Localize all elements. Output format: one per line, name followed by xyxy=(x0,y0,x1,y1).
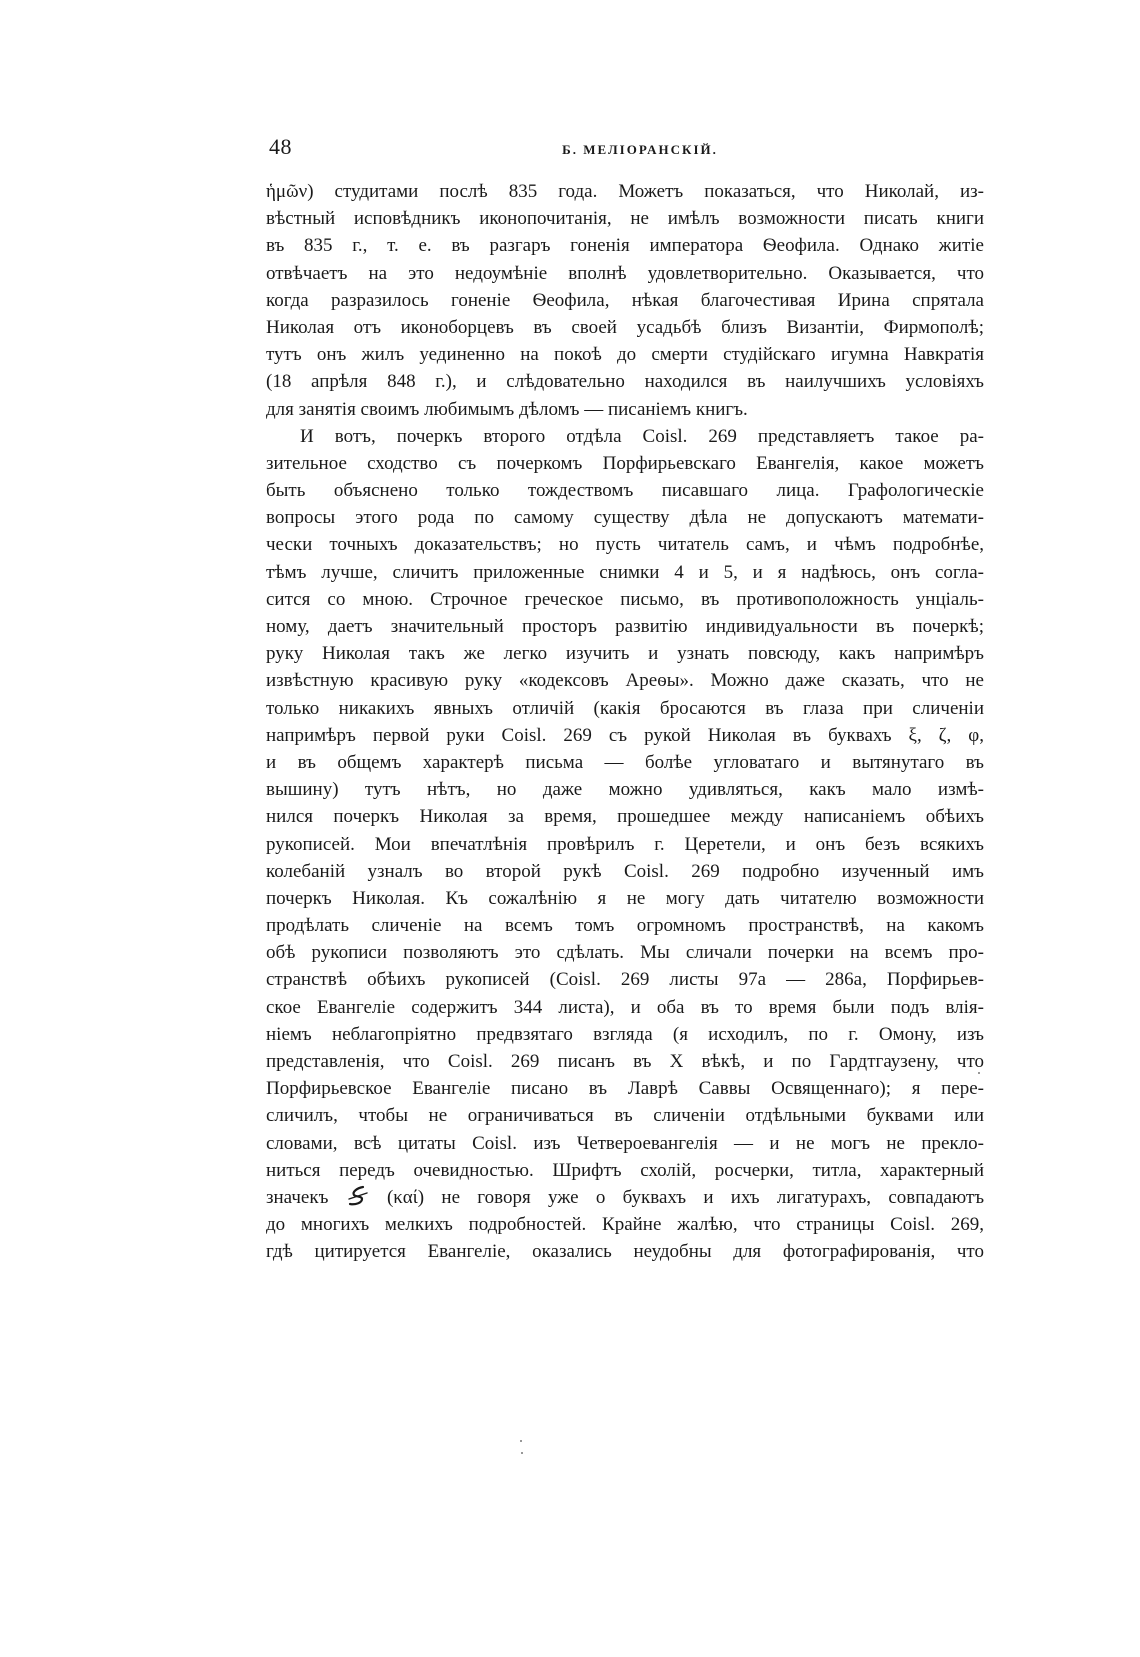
paragraph-2 xyxy=(266,423,984,1266)
text-line: въ 835 г., т. е. въ разгаръ гоненія императора Ѳеофила. Однако житіе xyxy=(266,235,984,257)
text-line: и въ общемъ характерѣ письма — болѣе угловатаго и вытянутаго въ xyxy=(266,751,984,773)
text-line: сличилъ, чтобы не ограничиваться въ сличеніи отдѣльными буквами или xyxy=(266,1105,984,1127)
text-line: ніемъ неблагопріятно предвзятаго взгляда (я исходилъ, по г. Омону, изъ xyxy=(266,1023,984,1045)
page-header xyxy=(266,134,984,168)
text-line: когда разразилось гоненіе Ѳеофила, нѣкая благочестивая Ирина спрятала xyxy=(266,289,984,311)
text-line: быть объяснено только тождествомъ писавшаго лица. Графологическіе xyxy=(266,480,984,502)
text-line: странствѣ обѣихъ рукописей (Coisl. 269 листы 97а — 286а, Порфирьев- xyxy=(266,969,984,991)
text-line: ἡμῶν) студитами послѣ 835 года. Можетъ показаться, что Николай, из- xyxy=(266,181,984,202)
text-line: нился почеркъ Николая за время, прошедшее между написаніемъ обѣихъ xyxy=(266,806,984,828)
text-line: И вотъ, почеркъ второго отдѣла Coisl. 269 представляетъ такое ра- xyxy=(300,425,984,447)
running-head: Б. МЕЛІОРАНСКІЙ. xyxy=(562,142,718,157)
kai-line-before: значекъ xyxy=(266,1186,329,1208)
text-line: Николая отъ иконоборцевъ въ своей усадьбѣ близъ Византіи, Фирмополѣ; xyxy=(266,316,984,338)
text-line: обѣ рукописи позволяютъ это сдѣлать. Мы сличали почерки на всемъ про- xyxy=(266,942,984,964)
text-line-with-kai-symbol xyxy=(266,1184,984,1211)
text-line: гдѣ цитируется Евангеліе, оказались неудобны для фотографированія, что xyxy=(266,1241,984,1263)
text-line: продѣлать сличеніе на всемъ томъ огромномъ пространствѣ, на какомъ xyxy=(266,915,984,937)
scan-speck xyxy=(978,1072,980,1074)
kai-line-after: (καί) не говоря уже о буквахъ и ихъ лигатурахъ, совпадаютъ xyxy=(386,1186,985,1208)
text-line: отвѣчаетъ на это недоумѣніе вполнѣ удовлетворительно. Оказывается, что xyxy=(266,262,984,284)
kai-ligature-icon xyxy=(346,1185,370,1207)
scan-speck xyxy=(520,1440,522,1442)
text-line: вѣстный исповѣдникъ иконопочитанія, не имѣлъ возможности писать книги xyxy=(266,208,984,230)
text-line: представленія, что Coisl. 269 писанъ въ X вѣкѣ, и по Гардтгаузену, что xyxy=(266,1051,984,1072)
text-line: сится со мною. Строчное греческое письмо, въ противоположность унціаль- xyxy=(266,588,984,610)
text-line: Порфирьевское Евангеліе писано въ Лаврѣ Саввы Освященнаго); я пере- xyxy=(266,1078,984,1100)
text-line: тѣмъ лучше, сличитъ приложенные снимки 4 и 5, и я надѣюсь, онъ согла- xyxy=(266,561,984,583)
text-line: извѣстную красивую руку «кодексовъ Ареѳы». Можно даже сказать, что не xyxy=(266,670,984,692)
text-line: вышину) тутъ нѣтъ, но даже можно удивляться, какъ мало измѣ- xyxy=(266,779,984,801)
text-line: вопросы этого рода по самому существу дѣла не допускаютъ математи- xyxy=(266,507,984,529)
text-line: зительное сходство съ почеркомъ Порфирьевскаго Евангелія, какое можетъ xyxy=(266,452,984,474)
scan-speck xyxy=(521,1452,523,1454)
text-line: для занятія своимъ любимымъ дѣломъ — писаніемъ книгъ. xyxy=(266,398,748,420)
text-line: почеркъ Николая. Къ сожалѣнію я не могу дать читателю возможности xyxy=(266,887,984,909)
page-number: 48 xyxy=(269,134,292,159)
text-line: ское Евангеліе содержитъ 344 листа), и оба въ то время были подъ влія- xyxy=(266,996,984,1018)
text-line: тутъ онъ жилъ уединенно на покоѣ до смерти студійскаго игумна Навкратія xyxy=(266,344,984,366)
text-line: рукописей. Мои впечатлѣнія провѣрилъ г. Церетели, и онъ безъ всякихъ xyxy=(266,833,984,855)
text-line: словами, всѣ цитаты Coisl. изъ Четвероевангелія — и не могъ не прекло- xyxy=(266,1132,984,1154)
text-line: колебаній узналъ во второй рукѣ Coisl. 269 подробно изученный имъ xyxy=(266,860,984,882)
text-line: руку Николая такъ же легко изучить и узнать повсюду, какъ напримѣръ xyxy=(266,643,984,665)
text-line: ному, даетъ значительный просторъ развитію индивидуальности въ почеркѣ; xyxy=(266,616,984,637)
body-text xyxy=(266,178,984,1266)
text-line: только никакихъ явныхъ отличій (какія бросаются въ глаза при сличеніи xyxy=(266,697,984,719)
text-line: чески точныхъ доказательствъ; но пусть читатель самъ, и чѣмъ подробнѣе, xyxy=(266,534,984,556)
text-line: (18 апрѣля 848 г.), и слѣдовательно находился въ наилучшихъ условіяхъ xyxy=(266,371,984,393)
text-line: ниться передъ очевидностью. Шрифтъ схолій, росчерки, титла, характерный xyxy=(266,1159,984,1181)
paragraph-1 xyxy=(266,178,984,423)
text-line: до многихъ мелкихъ подробностей. Крайне жалѣю, что страницы Coisl. 269, xyxy=(266,1214,984,1236)
text-line: напримѣръ первой руки Coisl. 269 съ рукой Николая въ буквахъ ξ, ζ, φ, xyxy=(266,724,984,746)
